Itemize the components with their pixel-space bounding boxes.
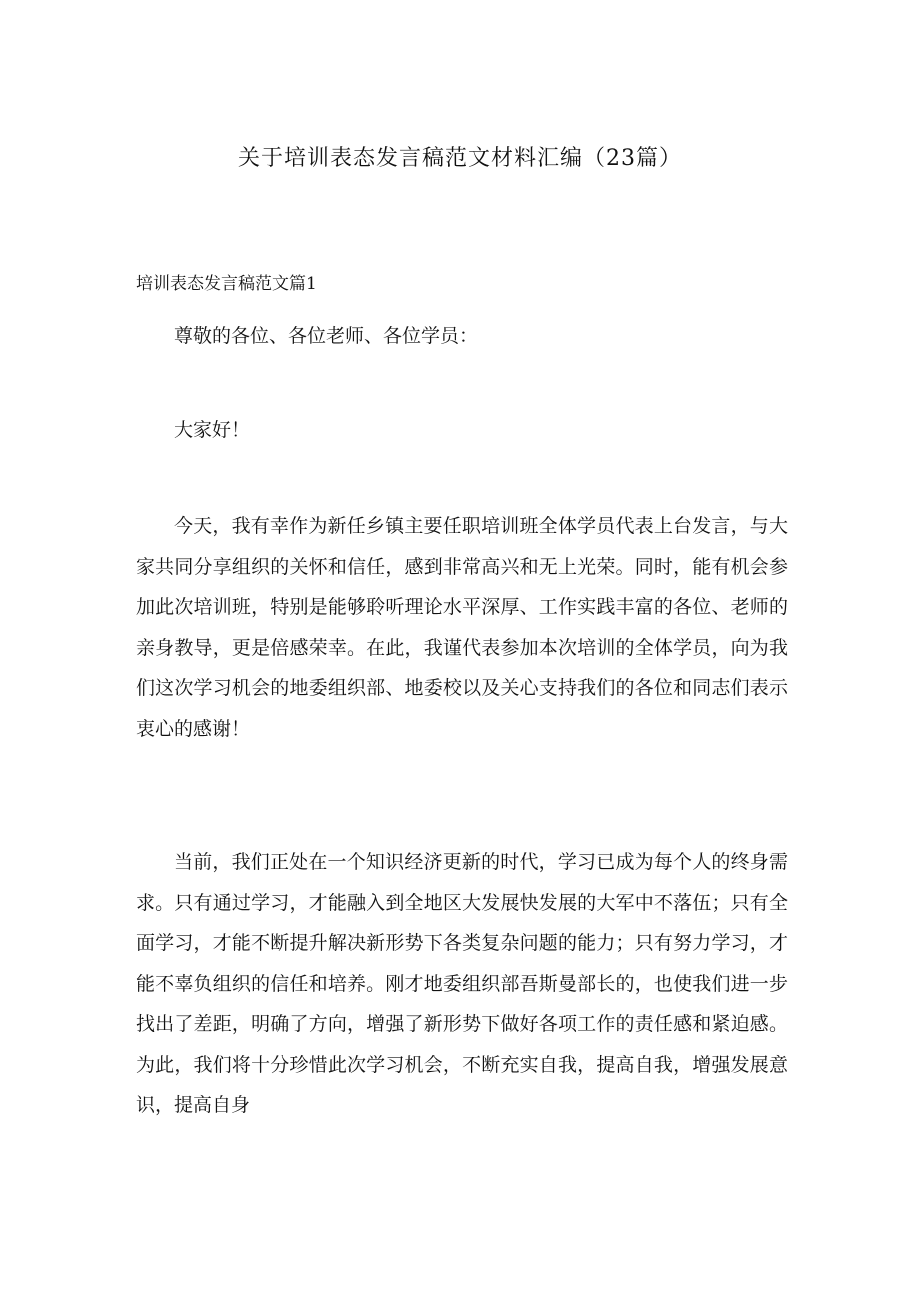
body-paragraph-2: 当前，我们正处在一个知识经济更新的时代，学习已成为每个人的终身需求。只有通过学习，才能融入到全地区大发展快发展的大军中不落伍；只有全面学习，才能不断提升解决新形势下各类复杂问题的能力；只有努力学习，才能不辜负组织的信任和培养。刚才地委组织部吾斯曼部长的，也使我们进一步找出了差距，明确了方向，增强了新形势下做好各项工作的责任感和紧迫感。为此，我们将十分珍惜此次学习机会，不断充实自我，提高自我，增强发展意识，提高自身: [136, 851, 788, 1116]
document-title: 关于培训表态发言稿范文材料汇编（23篇）: [238, 146, 682, 171]
body-paragraph-1: 今天，我有幸作为新任乡镇主要任职培训班全体学员代表上台发言，与大家共同分享组织的关怀和信任，感到非常高兴和无上光荣。同时，能有机会参加此次培训班，特别是能够聆听理论水平深厚、工作实践丰富的各位、老师的亲身教导，更是倍感荣幸。在此，我谨代表参加本次培训的全体学员，向为我们这次学习机会的地委组织部、地委校以及关心支持我们的各位和同志们表示衷心的感谢！: [136, 515, 788, 740]
salutation-paragraph: 尊敬的各位、各位老师、各位学员：: [174, 325, 479, 347]
greeting-paragraph: 大家好！: [174, 419, 251, 441]
section-heading: 培训表态发言稿范文篇1: [136, 274, 317, 294]
